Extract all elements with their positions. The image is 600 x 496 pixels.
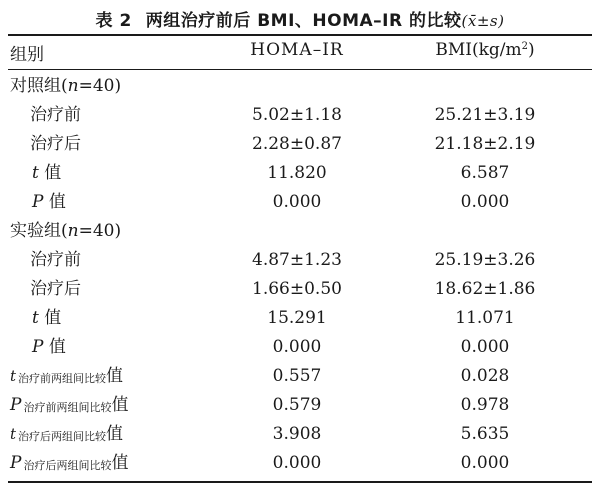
- stat-label: 值: [111, 395, 129, 415]
- row-label: [32, 188, 66, 217]
- row-label: [32, 159, 61, 188]
- table-row: [0, 246, 600, 275]
- stat-label: 值: [48, 337, 66, 357]
- stat-label: 值: [48, 192, 66, 212]
- cell-bmi: 0.000: [460, 453, 510, 473]
- table-row: [0, 420, 600, 449]
- row-label: [30, 246, 81, 275]
- row-label: [10, 72, 121, 101]
- header-group: 组别: [10, 45, 44, 65]
- table-number: 表 2: [95, 11, 132, 31]
- row-label: [30, 101, 81, 130]
- cell-bmi: 18.62±1.86: [434, 279, 536, 299]
- phase-label: 治疗前: [30, 250, 81, 270]
- cell-homa: 5.02±1.18: [252, 105, 342, 125]
- phase-label: 治疗前: [30, 105, 81, 125]
- cell-homa: 1.66±0.50: [252, 279, 342, 299]
- row-label: [10, 449, 128, 480]
- cell-homa: 4.87±1.23: [252, 250, 342, 270]
- stat-symbol: t: [10, 425, 17, 443]
- cell-bmi: 0.000: [460, 337, 510, 357]
- stat-symbol: t: [32, 308, 39, 328]
- stat-label: 值: [44, 163, 62, 183]
- cell-homa: 0.557: [272, 366, 322, 386]
- row-label: [32, 333, 66, 362]
- stat-symbol: P: [32, 192, 44, 212]
- n-symbol: n: [67, 76, 79, 96]
- header-bmi-sup: 2: [521, 41, 528, 52]
- cell-bmi: 11.071: [455, 308, 515, 328]
- phase-label: 治疗后: [30, 279, 81, 299]
- stat-symbol: t: [10, 367, 17, 385]
- table-row: [0, 362, 600, 391]
- table-row: [0, 72, 600, 101]
- row-label: [10, 420, 123, 451]
- table-row: [0, 333, 600, 362]
- cell-bmi: 6.587: [460, 163, 510, 183]
- cell-homa: 0.000: [272, 453, 322, 473]
- cell-homa: 0.000: [272, 337, 322, 357]
- phase-label: 治疗后: [30, 134, 81, 154]
- row-label: [32, 304, 61, 333]
- cell-bmi: 0.028: [460, 366, 510, 386]
- table-title-stat: (x̄±s): [461, 12, 505, 30]
- cell-bmi: 0.000: [460, 192, 510, 212]
- cell-homa: 11.820: [267, 163, 327, 183]
- cell-homa: 2.28±0.87: [252, 134, 342, 154]
- group-name: 实验组(: [10, 221, 68, 241]
- table-row: [0, 101, 600, 130]
- n-symbol: n: [67, 221, 79, 241]
- cell-bmi: 25.21±3.19: [434, 105, 536, 125]
- table-row: [0, 391, 600, 420]
- stat-symbol: t: [32, 163, 39, 183]
- row-label: [10, 217, 121, 246]
- stat-subscript: 治疗前两组间比较: [23, 401, 112, 414]
- row-label: [30, 275, 81, 304]
- table-row: [0, 304, 600, 333]
- header-rule: [8, 69, 592, 70]
- stat-symbol: P: [32, 337, 44, 357]
- cell-homa: 0.000: [272, 192, 322, 212]
- cell-bmi: 5.635: [460, 424, 510, 444]
- table-row: [0, 449, 600, 478]
- stat-label: 值: [44, 308, 62, 328]
- stat-subscript: 治疗后两组间比较: [18, 430, 107, 443]
- table-header: [0, 40, 600, 64]
- top-rule: [8, 34, 592, 36]
- stat-symbol: P: [10, 395, 22, 415]
- n-value: =40): [78, 76, 122, 96]
- table-row: [0, 275, 600, 304]
- stat-subscript: 治疗后两组间比较: [23, 459, 112, 472]
- group-name: 对照组(: [10, 76, 68, 96]
- cell-bmi: 21.18±2.19: [434, 134, 536, 154]
- row-label: [10, 362, 123, 393]
- header-bmi: [400, 40, 570, 60]
- table-row: [0, 188, 600, 217]
- stat-label: 值: [106, 424, 124, 444]
- table-row: [0, 130, 600, 159]
- stat-label: 值: [106, 366, 124, 386]
- cell-homa: 3.908: [272, 424, 322, 444]
- stat-subscript: 治疗前两组间比较: [18, 372, 107, 385]
- header-bmi-close: ): [528, 40, 535, 60]
- header-homa: HOMA–IR: [250, 40, 344, 60]
- cell-bmi: 25.19±3.26: [434, 250, 536, 270]
- table-row: [0, 217, 600, 246]
- stat-label: 值: [111, 453, 129, 473]
- stat-symbol: P: [10, 453, 22, 473]
- cell-homa: 15.291: [267, 308, 327, 328]
- table-row: [0, 159, 600, 188]
- n-value: =40): [78, 221, 122, 241]
- table-title-text: 两组治疗前后 BMI、HOMA–IR 的比较: [145, 11, 462, 31]
- table-title: [0, 6, 600, 31]
- cell-bmi: 0.978: [460, 395, 510, 415]
- cell-homa: 0.579: [272, 395, 322, 415]
- table-body: [0, 72, 600, 478]
- bottom-rule: [8, 481, 592, 483]
- row-label: [10, 391, 128, 422]
- row-label: [30, 130, 81, 159]
- header-bmi-main: BMI(kg/m: [435, 40, 522, 60]
